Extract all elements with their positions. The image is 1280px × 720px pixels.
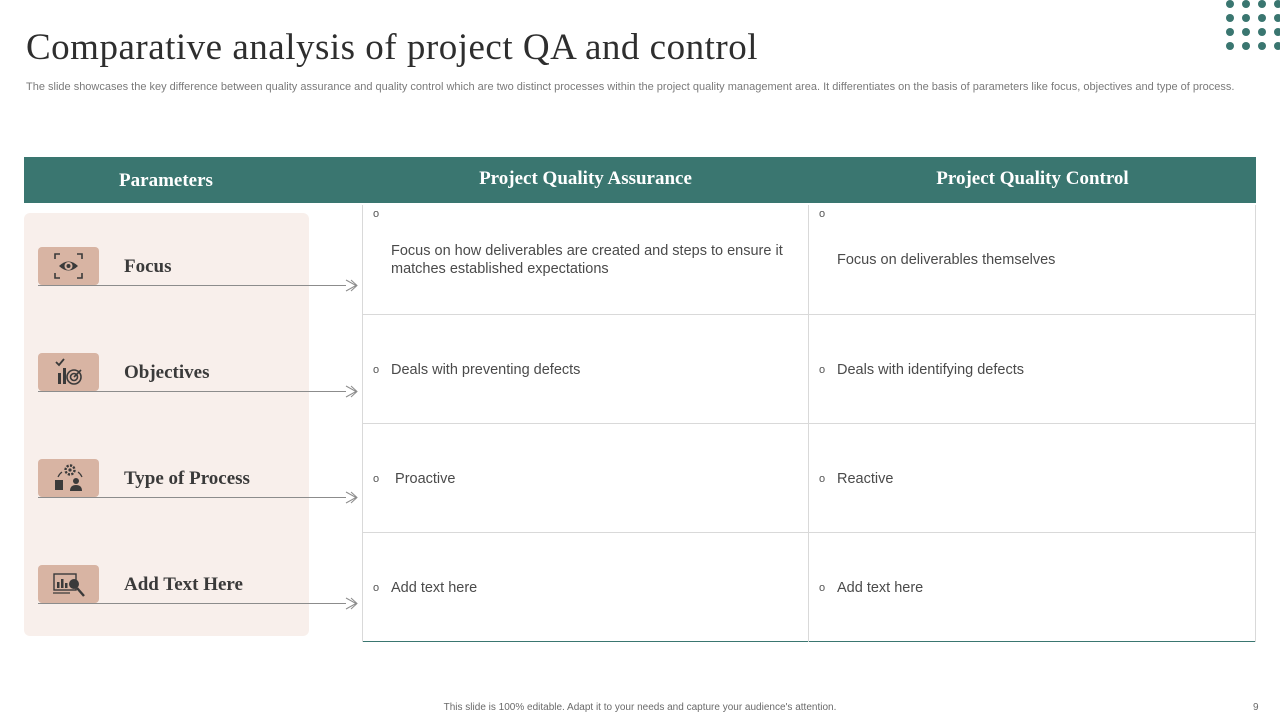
header-quality-control: Project Quality Control xyxy=(936,168,1129,189)
cell-text: Reactive xyxy=(837,471,894,487)
eye-focus-icon xyxy=(38,247,99,285)
table-cell-qa xyxy=(362,315,809,424)
table-header xyxy=(24,157,1256,203)
bullet: o xyxy=(819,582,826,594)
bullet: o xyxy=(373,473,380,485)
table-cell-qc xyxy=(809,533,1256,642)
table-cell-qc xyxy=(809,205,1256,315)
page-subtitle: The slide showcases the key difference between quality assurance and quality control which are two distinct processes within the project quality management area. It differentiates on the basis of parameters like focus, objectives and type of process. xyxy=(26,81,1235,93)
table-cell-qc xyxy=(809,315,1256,424)
arrow-right-icon xyxy=(340,597,358,610)
team-process-icon xyxy=(38,459,99,497)
bullet: o xyxy=(373,364,380,376)
header-quality-assurance: Project Quality Assurance xyxy=(479,168,692,189)
divider xyxy=(38,603,346,604)
arrow-right-icon xyxy=(340,385,358,398)
table-cell-qa xyxy=(362,424,809,533)
analytics-search-icon xyxy=(38,565,99,603)
cell-text: Add text here xyxy=(837,580,924,596)
cell-text: Proactive xyxy=(391,471,456,487)
cell-text: Deals with preventing defects xyxy=(391,362,581,378)
divider xyxy=(38,391,346,392)
divider xyxy=(38,497,346,498)
page-title: Comparative analysis of project QA and control xyxy=(26,27,758,68)
cell-text: Deals with identifying defects xyxy=(837,362,1024,378)
arrow-right-icon xyxy=(340,279,358,292)
bullet: o xyxy=(819,364,826,376)
page-number: 9 xyxy=(1253,702,1259,713)
bullet: o xyxy=(373,208,380,220)
table-cell-qa xyxy=(362,533,809,642)
header-parameters: Parameters xyxy=(119,170,213,191)
parameter-row-type-of-process xyxy=(38,459,360,509)
arrow-right-icon xyxy=(340,491,358,504)
cell-text: Add text here xyxy=(391,580,478,596)
cell-text: Focus on deliverables themselves xyxy=(837,251,1056,268)
parameter-label: Objectives xyxy=(124,362,210,383)
parameter-row-objectives xyxy=(38,353,360,403)
divider xyxy=(38,285,346,286)
table-cell-qa xyxy=(362,205,809,315)
bullet: o xyxy=(373,582,380,594)
parameter-label: Type of Process xyxy=(124,468,250,489)
footer-note: This slide is 100% editable. Adapt it to your needs and capture your audience's attention. xyxy=(443,702,837,713)
table-cell-qc xyxy=(809,424,1256,533)
cell-text: Focus on how deliverables are created and steps to ensure it matches established expectations xyxy=(391,242,783,277)
parameter-row-add-text xyxy=(38,565,360,615)
parameter-row-focus xyxy=(38,247,360,297)
decorative-dots xyxy=(1222,0,1280,54)
target-chart-icon xyxy=(38,353,99,391)
comparison-table xyxy=(362,205,1256,642)
bullet: o xyxy=(819,473,826,485)
parameter-label: Focus xyxy=(124,256,172,277)
parameter-label: Add Text Here xyxy=(124,574,243,595)
bullet: o xyxy=(819,208,826,220)
